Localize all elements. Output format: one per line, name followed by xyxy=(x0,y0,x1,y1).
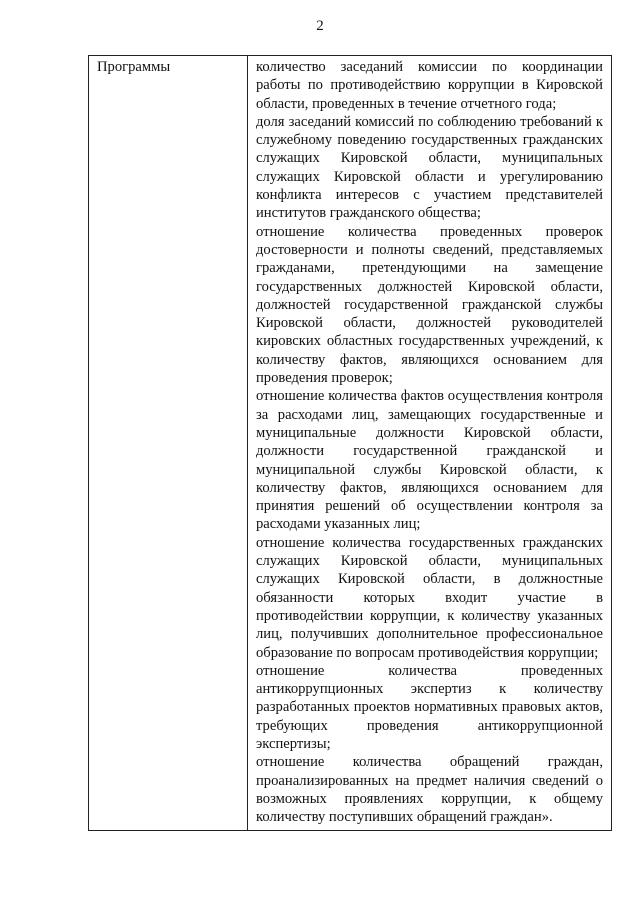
table-row xyxy=(89,56,612,831)
indicator-paragraph: отношение количества проведенных антикоррупционных экспертиз к количеству разработанных проектов нормативных правовых актов, требующих проведения антикоррупционной экспертизы; xyxy=(256,662,603,752)
indicator-paragraph: отношение количества фактов осуществления контроля за расходами лиц, замещающих государственные и муниципальные должности Кировской области, должности государственной гражданской и муниципальной службы Кировской области, к количеству фактов, являющихся основанием для принятия решений об осуществлении контроля за расходами указанных лиц; xyxy=(256,388,603,533)
indicator-paragraph: доля заседаний комиссий по соблюдению требований к служебному поведению государственных гражданских служащих Кировской области, муниципальных служащих Кировской области и урегулированию конфликта интересов с участием представителей институтов гражданского общества; xyxy=(256,113,603,222)
indicators-table xyxy=(88,55,612,831)
indicator-paragraph: количество заседаний комиссии по координации работы по противодействию коррупции в Кировской области, проведенных в течение отчетного года; xyxy=(256,59,603,112)
page-number: 2 xyxy=(316,18,324,34)
indicators-list xyxy=(248,56,612,831)
indicator-paragraph: отношение количества проведенных проверок достоверности и полноты сведений, представляемых гражданами, претендующими на замещение государственных должностей Кировской области, должностей государственной гражданской службы Кировской области, должностей руководителей кировских областных государственных учреждений, к количеству фактов, являющихся основанием для проведения проверок; xyxy=(256,223,603,387)
indicator-paragraph: отношение количества государственных гражданских служащих Кировской области, муниципальных служащих Кировской области, в должностные обязанности которых входит участие в противодействии коррупции, к количеству указанных лиц, получивших дополнительное профессиональное образование по вопросам противодействия коррупции; xyxy=(256,534,603,661)
indicator-paragraph: отношение количества обращений граждан, проанализированных на предмет наличия сведений о возможных проявлениях коррупции, к общему количеству поступивших обращений граждан». xyxy=(256,754,603,826)
row-label: Программы xyxy=(89,56,248,831)
